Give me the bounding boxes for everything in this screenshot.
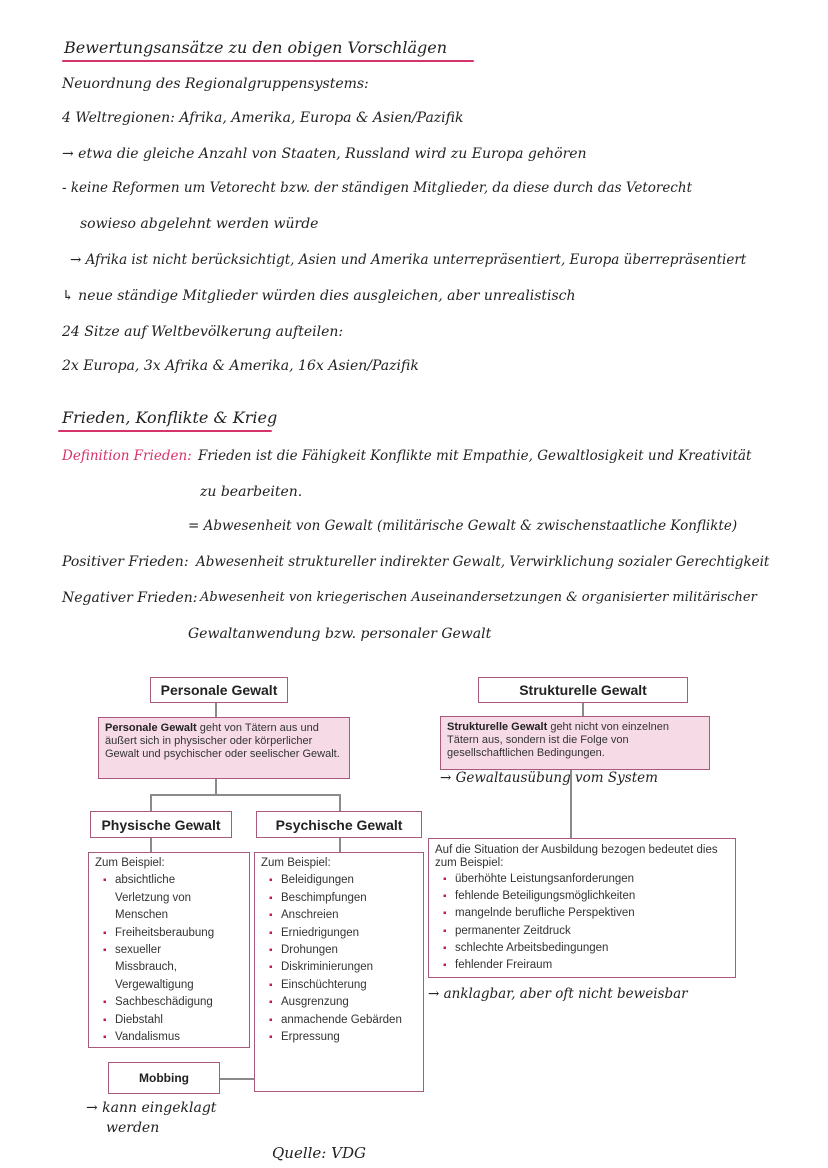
negative-peace-text: Abwesenheit von kriegerischen Auseinandersetzungen & organisierter militärischer — [200, 590, 757, 605]
ausbildung-examples — [428, 838, 736, 978]
note-line: → Afrika ist nicht berücksichtigt, Asien und Amerika unterrepräsentiert, Europa überrepräsentiert — [70, 252, 747, 268]
note-line: ↳ neue ständige Mitglieder würden dies ausgleichen, aber unrealistisch — [62, 288, 576, 304]
source-label: Quelle: VDG — [272, 1144, 366, 1162]
connector-line — [220, 1078, 256, 1080]
list-item: ▪ fehlender Freiraum — [443, 957, 729, 974]
note-line: 24 Sitze auf Weltbevölkerung aufteilen: — [62, 324, 344, 340]
list-item: ▪ Freiheitsberaubung — [103, 925, 243, 942]
connector-line — [215, 778, 217, 794]
personale-term: Personale Gewalt — [105, 722, 197, 734]
mobbing-box: Mobbing — [108, 1062, 220, 1094]
list-item: ▪ Beleidigungen — [269, 872, 417, 889]
connector-line — [150, 794, 340, 796]
heading-bewertungsansaetze: Bewertungsansätze zu den obigen Vorschlägen — [64, 38, 448, 57]
physische-gewalt-title: Physische Gewalt — [90, 811, 232, 838]
strukturelle-note: → Gewaltausübung vom System — [440, 770, 658, 786]
list-item: ▪ mangelnde berufliche Perspektiven — [443, 905, 729, 922]
definition-text: zu bearbeiten. — [200, 484, 303, 500]
definition-label: Definition Frieden: — [62, 448, 192, 464]
ausbildung-note: → anklagbar, aber oft nicht beweisbar — [428, 986, 688, 1002]
examples-intro: Zum Beispiel: — [95, 857, 165, 869]
strukturelle-gewalt-title: Strukturelle Gewalt — [478, 677, 688, 703]
mobbing-note: werden — [106, 1120, 160, 1136]
personale-gewalt-title: Personale Gewalt — [150, 677, 288, 703]
list-item: ▪ Erniedrigungen — [269, 925, 417, 942]
list-item: ▪ Erpressung — [269, 1029, 417, 1046]
heading-frieden: Frieden, Konflikte & Krieg — [62, 408, 278, 427]
list-item: ▪ permanenter Zeitdruck — [443, 923, 729, 940]
note-line: - keine Reformen um Vetorecht bzw. der ständigen Mitglieder, da diese durch das Vetorecht — [62, 180, 692, 196]
note-line: 4 Weltregionen: Afrika, Amerika, Europa & Asien/Pazifik — [62, 110, 464, 126]
note-line: sowieso abgelehnt werden würde — [80, 216, 319, 232]
list-item: ▪ Sachbeschädigung — [103, 994, 243, 1011]
positive-peace-label: Positiver Frieden: — [62, 554, 189, 570]
connector-line — [339, 794, 341, 812]
list-item: ▪ absichtliche Verletzung von Menschen — [103, 872, 215, 924]
negative-peace-text: Gewaltanwendung bzw. personaler Gewalt — [188, 626, 492, 642]
list-item: ▪ schlechte Arbeitsbedingungen — [443, 940, 729, 957]
connector-line — [150, 794, 152, 812]
note-line: → etwa die gleiche Anzahl von Staaten, Russland wird zu Europa gehören — [62, 146, 587, 162]
list-item: ▪ Einschüchterung — [269, 977, 417, 994]
definition-text: = Abwesenheit von Gewalt (militärische Gewalt & zwischenstaatliche Konflikte) — [188, 518, 738, 534]
personale-desc-text: geht von Tätern aus und äußert sich in physischer oder körperlicher Gewalt und psychischer oder seelischer Gewalt. — [105, 722, 340, 760]
list-item: ▪ überhöhte Leistungsanforderungen — [443, 871, 729, 888]
personale-gewalt-description — [98, 717, 350, 779]
list-item: ▪ Ausgrenzung — [269, 994, 417, 1011]
note-line: 2x Europa, 3x Afrika & Amerika, 16x Asien/Pazifik — [62, 358, 419, 374]
strukturelle-term: Strukturelle Gewalt — [447, 721, 548, 733]
list-item: ▪ Diebstahl — [103, 1012, 243, 1029]
connector-line — [582, 702, 584, 716]
connector-line — [339, 837, 341, 853]
list-item: ▪ fehlende Beteiligungsmöglichkeiten — [443, 888, 729, 905]
heading-underline — [62, 60, 474, 62]
list-item: ▪ Drohungen — [269, 942, 417, 959]
examples-intro: Auf die Situation der Ausbildung bezogen bedeutet dies zum Beispiel: — [435, 844, 718, 869]
heading-underline — [58, 430, 272, 432]
definition-text: Frieden ist die Fähigkeit Konflikte mit Empathie, Gewaltlosigkeit und Kreativität — [198, 448, 752, 464]
list-item: ▪ Vandalismus — [103, 1029, 243, 1046]
positive-peace-text: Abwesenheit struktureller indirekter Gewalt, Verwirklichung sozialer Gerechtigkeit — [196, 554, 770, 570]
physische-examples — [88, 852, 250, 1048]
psychische-examples — [254, 852, 424, 1092]
list-item: ▪ anmachende Gebärden — [269, 1012, 417, 1029]
list-item: ▪ Diskriminierungen — [269, 959, 417, 976]
psychische-gewalt-title: Psychische Gewalt — [256, 811, 422, 838]
negative-peace-label: Negativer Frieden: — [62, 590, 198, 606]
mobbing-note: → kann eingeklagt — [86, 1100, 217, 1116]
connector-line — [150, 837, 152, 853]
strukturelle-desc-text: geht nicht von einzelnen Tätern aus, sondern ist die Folge von gesellschaftlichen Bedingungen. — [447, 721, 669, 759]
examples-intro: Zum Beispiel: — [261, 857, 331, 869]
list-item: ▪ Anschreien — [269, 907, 417, 924]
list-item: ▪ sexueller Missbrauch, Vergewaltigung — [103, 942, 215, 994]
list-item: ▪ Beschimpfungen — [269, 890, 417, 907]
note-line: Neuordnung des Regionalgruppensystems: — [62, 76, 369, 92]
strukturelle-gewalt-description — [440, 716, 710, 770]
